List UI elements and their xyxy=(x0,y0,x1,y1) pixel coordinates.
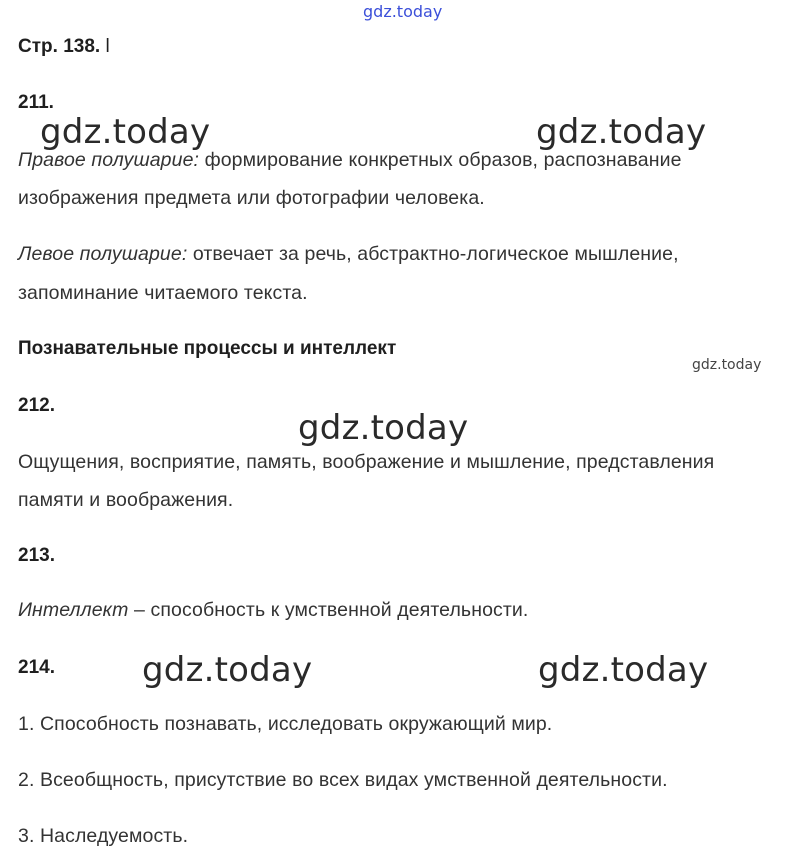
task-211-p1-text: формирование конкретных образов, распознавание xyxy=(199,149,682,171)
task-211-paragraph-1-line-2: изображения предмета или фотографии человека. xyxy=(18,187,485,209)
watermark: gdz.today xyxy=(298,408,469,448)
task-214-item-1: 1. Способность познавать, исследовать окружающий мир. xyxy=(18,713,553,735)
watermark: gdz.today xyxy=(40,112,211,152)
watermark: gdz.today xyxy=(538,650,709,690)
task-213-text xyxy=(18,599,528,622)
task-211-paragraph-1-line-1 xyxy=(18,149,682,172)
watermark-small: gdz.today xyxy=(692,357,762,373)
page-label xyxy=(18,36,110,58)
term-intellect: Интеллект xyxy=(18,599,129,621)
task-211-paragraph-2-line-2: запоминание читаемого текста. xyxy=(18,282,308,304)
task-214-number: 214. xyxy=(18,657,55,678)
page-marker: l xyxy=(105,36,110,57)
task-212-line-2: памяти и воображения. xyxy=(18,489,234,511)
term-right-hemisphere: Правое полушарие: xyxy=(18,149,200,171)
task-211-p2-text: отвечает за речь, абстрактно-логическое мышление, xyxy=(187,243,679,265)
watermark: gdz.today xyxy=(142,650,313,690)
task-212-line-1: Ощущения, восприятие, память, воображение и мышление, представления xyxy=(18,451,715,473)
term-left-hemisphere: Левое полушарие: xyxy=(18,243,188,265)
task-212-number: 212. xyxy=(18,395,55,416)
watermark: gdz.today xyxy=(536,112,707,152)
task-211-number: 211. xyxy=(18,92,54,113)
section-heading: Познавательные процессы и интеллект xyxy=(18,338,397,359)
task-211-paragraph-2-line-1 xyxy=(18,243,679,266)
task-214-item-3: 3. Наследуемость. xyxy=(18,825,189,847)
task-214-item-2: 2. Всеобщность, присутствие во всех видах умственной деятельности. xyxy=(18,769,668,791)
task-213-number: 213. xyxy=(18,545,55,566)
page-label-text: Стр. 138. xyxy=(18,36,101,57)
watermark-top: gdz.today xyxy=(363,2,443,21)
task-213-definition: – способность к умственной деятельности. xyxy=(128,599,529,621)
